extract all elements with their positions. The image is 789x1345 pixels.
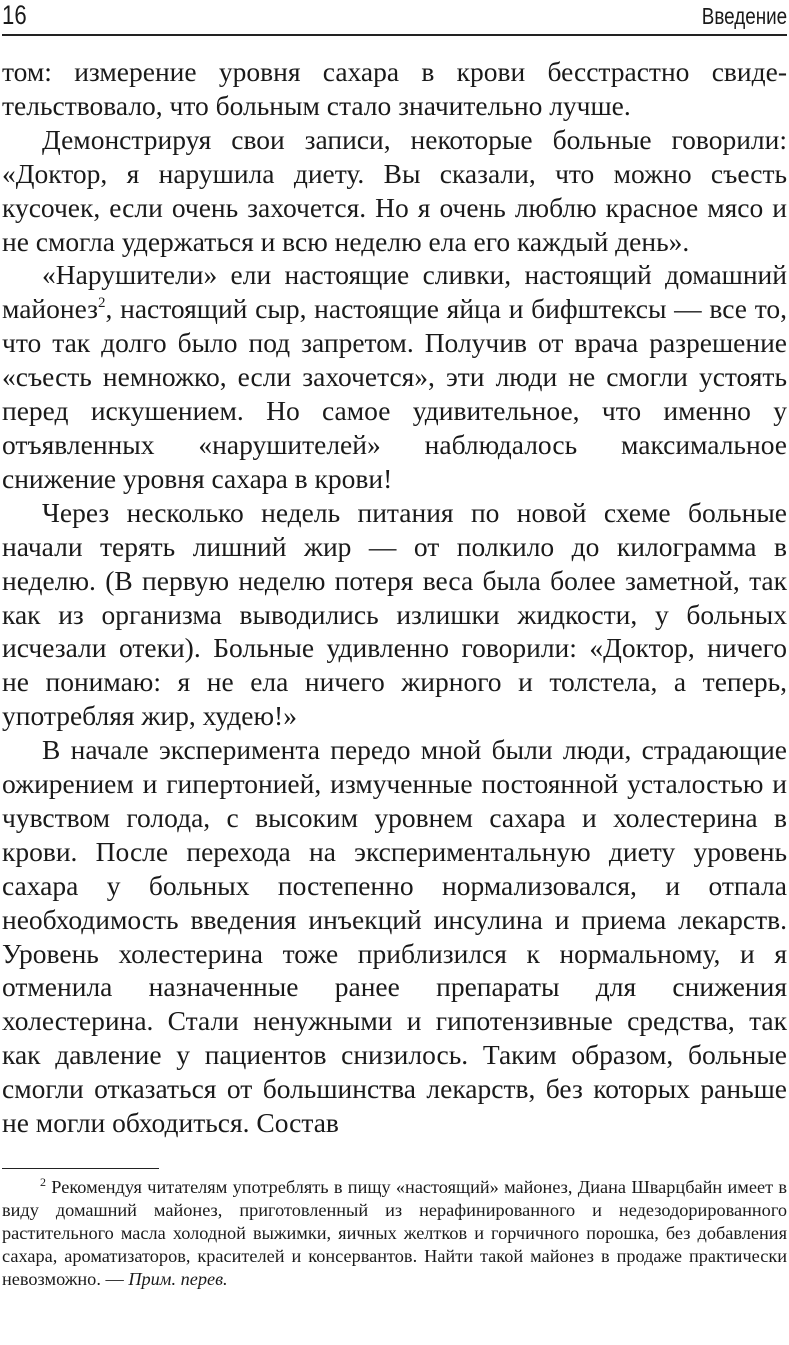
section-title: Введение [701,3,787,29]
paragraph-4: Через несколько недель питания по новой схеме больные начали терять лишний жир — от полкило до килограмма в неделю. (В первую неделю потеря веса была более заметной, так как из организма выводились излишки жидкости, у больных исчезали отеки). Больные удивленно говорили: «Доктор, ничего не понимаю: я не ела ничего жирного и толстела, а теперь, употребляя жир, худею!» [2,496,787,732]
footnote-text: Рекомендуя читателям употреблять в пищу «настоящий» майонез, Диана Шварцбайн имеет в виду домашний майонез, приготовленный из нерафинированного и недезодорированного растительного масла холодной выжимки, яичных желтков и горчичного порошка, без добавления сахара, ароматизаторов, красителей и консервантов. Найти такой майонез в продаже практически невозможно. — [2,1177,787,1289]
footnote-2 [2,1176,787,1291]
paragraph-continued: том: измерение уровня сахара в крови бесстрастно свидетельствовало, что больным стало значительно лучше. [2,56,787,121]
footnote-number: 2 [40,1175,46,1189]
paragraph-2: Демонстрируя свои записи, некоторые больные говорили: «Доктор, я нарушила диету. Вы сказали, что можно съесть кусочек, если очень захочется. Но я очень люблю красное мясо и не смогла удержаться и всю неделю ела его каждый день». [2,123,787,257]
page-number: 16 [2,0,27,30]
footnotes [2,1176,787,1291]
translator-note: Прим. перев. [128,1268,228,1289]
running-header [2,0,787,36]
paragraph-3-text-end: , настоящий сыр, настоящие яйца и бифштексы — все то, что так долго было под запретом. Получив от врача разрешение «съесть немножко, если захочется», эти люди не смогли устоять перед искушением. Но самое удивительное, что именно у отъявленных «нарушителей» наблюдалось максимальное снижение уровня сахара в крови! [2,293,787,494]
body-text [2,55,787,1140]
paragraph-5: В начале эксперимента передо мной были люди, страдающие ожирением и гипертонией, измученные постоянной усталостью и чувством голода, с высоким уровнем сахара и холестерина в крови. После перехода на экспериментальную диету уровень сахара у больных постепенно нормализовался, и отпала необходимость введения инъекций инсулина и приема лекарств. Уровень холестерина тоже приблизился к нормальному, и я отменила назначенные ранее препараты для снижения холестерина. Стали ненужными и гипотензивные средства, так как давление у пациентов снизилось. Таким образом, больные смогли отказаться от большинства лекарств, без которых раньше не могли обходиться. Состав [2,734,787,1139]
paragraph-3-text-start: «Нарушители» ели настоящие сливки, настоящий домашний майонез [2,259,787,325]
paragraph-3 [2,258,787,495]
footnote-separator [2,1168,159,1169]
footnote-reference[interactable]: 2 [98,295,106,312]
